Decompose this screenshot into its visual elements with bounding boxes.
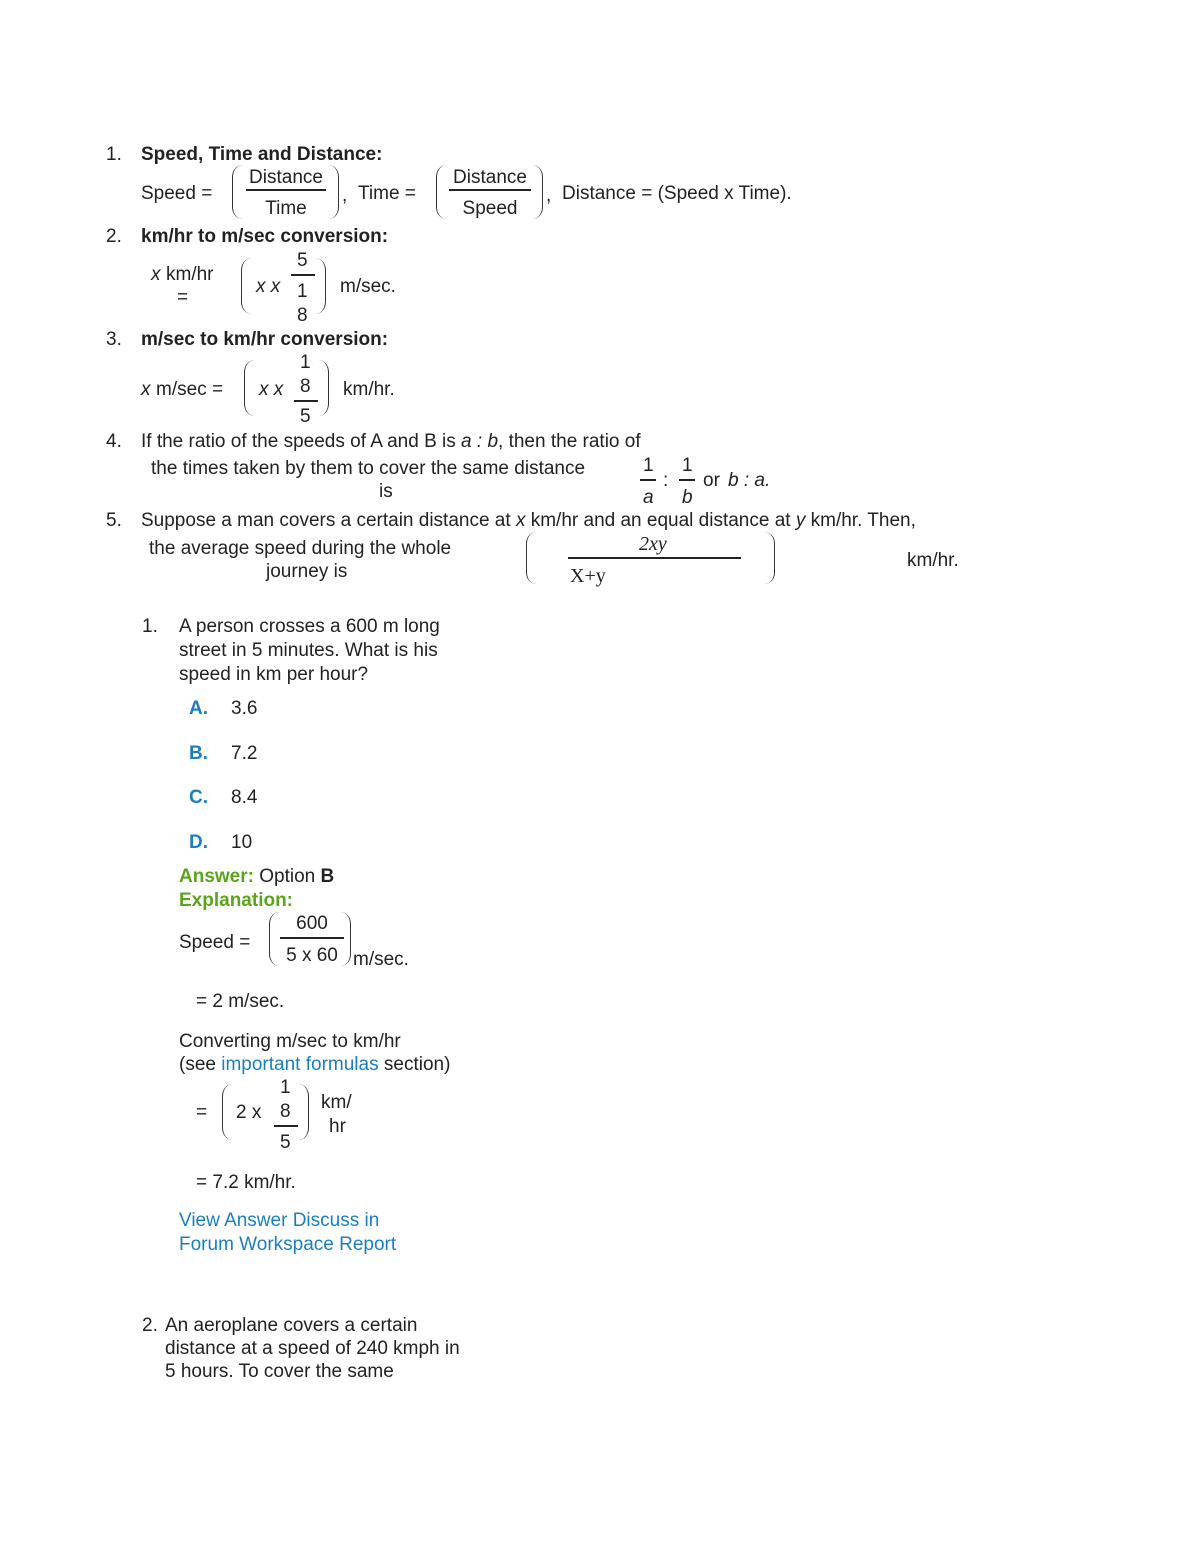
- numerator: 1: [300, 352, 311, 373]
- answer-actions-links[interactable]: Forum Workspace Report: [179, 1234, 397, 1255]
- text-line: [141, 432, 641, 451]
- distance-formula: Distance = (Speed x Time).: [562, 183, 792, 204]
- text-line: Converting m/sec to km/hr: [179, 1031, 401, 1052]
- fraction-bar: [449, 189, 531, 191]
- unit-label: km/: [321, 1092, 352, 1113]
- option-letter: C.: [189, 787, 208, 808]
- variable-x: x: [515, 510, 526, 531]
- numerator: 600: [296, 913, 328, 934]
- unit-label: m/sec =: [156, 379, 224, 400]
- unit-label: m/sec.: [340, 276, 396, 297]
- text-line: the average speed during the whole: [149, 538, 452, 559]
- ratio: b : a.: [728, 470, 771, 491]
- fraction-bar: [568, 557, 741, 559]
- equals-sign: =: [177, 287, 189, 308]
- list-number: 3.: [106, 329, 122, 350]
- right-paren: [334, 912, 351, 966]
- option-value: 7.2: [231, 743, 258, 764]
- comma: ,: [342, 185, 348, 206]
- formula-title: km/hr to m/sec conversion:: [141, 226, 389, 247]
- speed-label: Speed =: [179, 932, 251, 953]
- numerator: 8: [300, 376, 311, 397]
- text-line: is: [379, 481, 393, 502]
- result-line: = 2 m/sec.: [196, 991, 285, 1012]
- colon: :: [663, 470, 669, 491]
- denominator: a: [643, 487, 654, 508]
- important-formulas-link[interactable]: important formulas: [221, 1054, 379, 1075]
- question-text-line: 5 hours. To cover the same: [165, 1361, 394, 1382]
- numerator: 1: [682, 455, 693, 476]
- fraction-bar: [246, 189, 326, 191]
- left-paren: [526, 532, 543, 584]
- text-line: [141, 511, 916, 530]
- question-text-line: A person crosses a 600 m long: [179, 616, 440, 637]
- text-segment: (see: [179, 1054, 216, 1075]
- variable-x: x: [151, 264, 161, 285]
- fraction-bar: [679, 479, 695, 481]
- denominator: b: [682, 487, 693, 508]
- denominator: 1: [297, 281, 308, 302]
- numerator: Distance: [249, 167, 323, 188]
- multiplication-term: x x: [256, 276, 281, 297]
- unit-label: m/sec.: [353, 949, 409, 970]
- denominator: 5: [300, 406, 311, 427]
- question-text-line: speed in km per hour?: [179, 664, 369, 685]
- result-line: = 7.2 km/hr.: [196, 1172, 296, 1193]
- denominator: 5 x 60: [286, 945, 338, 966]
- explanation-label: Explanation:: [179, 890, 294, 911]
- text-segment: Suppose a man covers a certain distance at: [141, 510, 511, 531]
- text-line: the times taken by them to cover the same distance: [151, 458, 586, 479]
- text-segment: , then the ratio of: [498, 431, 641, 452]
- formula-title: m/sec to km/hr conversion:: [141, 329, 389, 350]
- right-paren: [309, 258, 326, 314]
- denominator: X+y: [570, 565, 606, 587]
- right-paren: [322, 165, 339, 219]
- multiplication-term: 2 x: [236, 1102, 262, 1123]
- text-line: journey is: [266, 561, 348, 582]
- answer-value: B: [320, 866, 335, 887]
- option-value: 10: [231, 832, 253, 853]
- equals-sign: =: [196, 1102, 208, 1123]
- option-letter: A.: [189, 698, 208, 719]
- numerator: 5: [297, 250, 308, 271]
- answer-text: Option: [259, 866, 316, 887]
- option-value: 3.6: [231, 698, 258, 719]
- text-segment: km/hr and an equal distance at: [530, 510, 791, 531]
- right-paren: [526, 165, 543, 219]
- option-letter: B.: [189, 743, 208, 764]
- unit-label: km/hr: [166, 264, 214, 285]
- list-number: 4.: [106, 431, 122, 452]
- list-number: 5.: [106, 510, 122, 531]
- denominator: Time: [265, 198, 307, 219]
- answer-actions-links[interactable]: View Answer Discuss in: [179, 1210, 380, 1231]
- formula-title: Speed, Time and Distance:: [141, 144, 383, 165]
- question-text-line: street in 5 minutes. What is his: [179, 640, 438, 661]
- unit-label: km/hr.: [343, 379, 395, 400]
- text-segment: If the ratio of the speeds of A and B is: [141, 431, 456, 452]
- variable-x: x: [141, 379, 151, 400]
- list-number: 1.: [106, 144, 122, 165]
- numerator: 1: [280, 1077, 291, 1098]
- text-line: [179, 1055, 450, 1074]
- ratio: a : b: [461, 431, 499, 452]
- question-text-line: An aeroplane covers a certain: [165, 1315, 418, 1336]
- speed-label: Speed =: [141, 183, 213, 204]
- unit-label: km/hr.: [907, 550, 959, 571]
- question-number: 1.: [142, 616, 158, 637]
- numerator: 2xy: [639, 533, 667, 555]
- variable-y: y: [795, 510, 806, 531]
- numerator: 1: [643, 455, 654, 476]
- denominator: Speed: [462, 198, 518, 219]
- fraction-bar: [640, 479, 656, 481]
- question-text-line: distance at a speed of 240 kmph in: [165, 1338, 460, 1359]
- right-paren: [758, 532, 775, 584]
- numerator: Distance: [453, 167, 527, 188]
- denominator: 8: [297, 305, 308, 326]
- answer-label: Answer:: [179, 866, 254, 887]
- option-letter: D.: [189, 832, 208, 853]
- time-label: Time =: [358, 183, 416, 204]
- numerator: 8: [280, 1101, 291, 1122]
- or-text: or: [703, 470, 720, 491]
- right-paren: [312, 360, 329, 416]
- list-number: 2.: [106, 226, 122, 247]
- answer-line: [179, 867, 334, 886]
- text-segment: section): [383, 1054, 451, 1075]
- question-number: 2.: [142, 1315, 158, 1336]
- text-segment: km/hr. Then,: [810, 510, 916, 531]
- right-paren: [292, 1084, 309, 1140]
- comma: ,: [546, 185, 552, 206]
- unit-label: hr: [329, 1116, 346, 1137]
- multiplication-term: x x: [259, 379, 284, 400]
- option-value: 8.4: [231, 787, 258, 808]
- denominator: 5: [280, 1132, 291, 1153]
